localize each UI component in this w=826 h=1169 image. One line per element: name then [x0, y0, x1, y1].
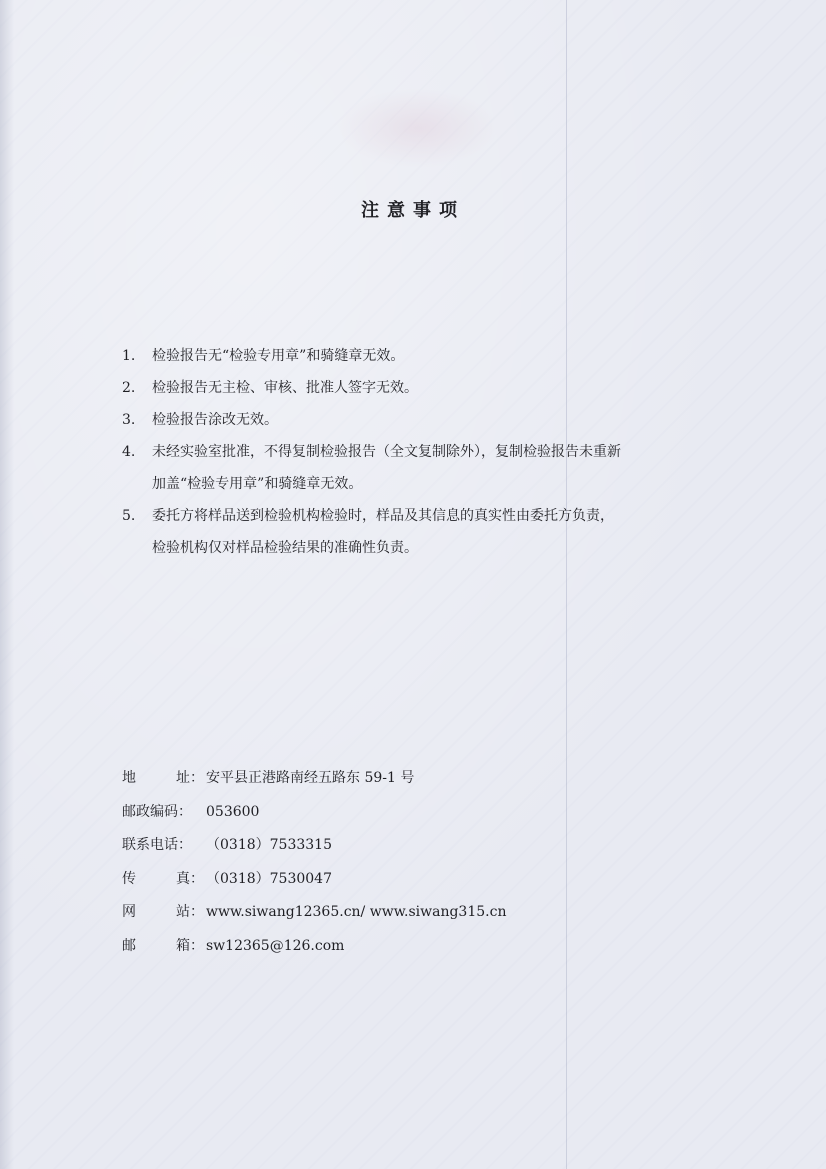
- note-number: 4.: [122, 444, 136, 460]
- website-row: [122, 896, 622, 930]
- notes-list: [122, 340, 722, 564]
- fax-label: 传 真：: [122, 870, 204, 887]
- website-value: www.siwang12365.cn/ www.siwang315.cn: [206, 904, 507, 920]
- address-label: 地 址：: [122, 770, 204, 786]
- fold-line: [566, 0, 567, 1169]
- address-row: [122, 762, 622, 796]
- note-number: 5.: [122, 508, 136, 524]
- postcode-value: 053600: [206, 803, 260, 820]
- note-item-3: [122, 404, 722, 436]
- note-text: 检验报告无“检验专用章”和骑缝章无效。: [152, 348, 405, 364]
- note-item-4-continuation: 加盖“检验专用章”和骑缝章无效。: [152, 476, 363, 492]
- faded-stamp: [338, 88, 498, 168]
- postcode-label: 邮政编码：: [122, 803, 192, 820]
- email-label: 邮 箱：: [122, 937, 204, 954]
- fax-value: （0318）7530047: [206, 870, 332, 887]
- note-item-1: [122, 340, 722, 372]
- note-item-5-continuation: 检验机构仅对样品检验结果的准确性负责。: [152, 540, 418, 556]
- contact-info: [122, 762, 622, 963]
- note-number: 3.: [122, 412, 136, 428]
- email-row: [122, 930, 622, 964]
- note-item-5: [122, 500, 722, 532]
- note-item-2: [122, 372, 722, 404]
- page-title: 注意事项: [361, 200, 465, 221]
- postcode-row: [122, 796, 622, 830]
- phone-value: （0318）7533315: [206, 837, 332, 853]
- note-text: 检验报告涂改无效。: [152, 412, 278, 428]
- website-label: 网 站：: [122, 904, 204, 920]
- note-item-4: [122, 436, 722, 468]
- phone-row: [122, 829, 622, 863]
- address-value: 安平县正港路南经五路东 59-1 号: [206, 770, 415, 786]
- fax-row: [122, 863, 622, 897]
- note-text: 检验报告无主检、审核、批准人签字无效。: [152, 380, 418, 396]
- note-number: 2.: [122, 380, 136, 396]
- page-edge-shadow: [0, 0, 14, 1169]
- note-number: 1.: [122, 348, 136, 364]
- note-text: 未经实验室批准，不得复制检验报告（全文复制除外），复制检验报告未重新: [152, 444, 621, 460]
- email-value: sw12365@126.com: [206, 937, 345, 954]
- phone-label: 联系电话：: [122, 837, 192, 853]
- note-text: 委托方将样品送到检验机构检验时，样品及其信息的真实性由委托方负责，: [152, 508, 614, 524]
